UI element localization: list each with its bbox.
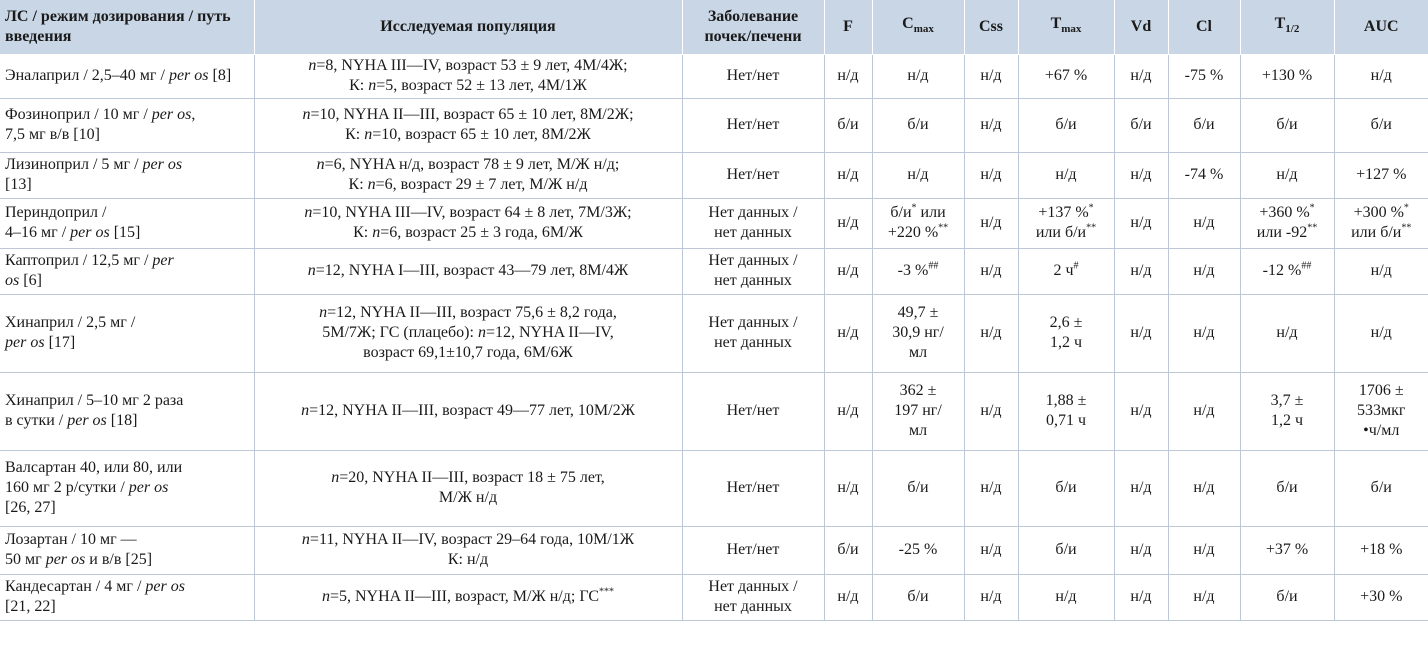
header-tmax-subscript: max xyxy=(1061,23,1082,36)
cell-disease: Нет данных / нет данных xyxy=(682,198,824,248)
cell-cl: б/и xyxy=(1168,98,1240,152)
cell-tmax: +67 % xyxy=(1018,54,1114,98)
cell-vd: н/д xyxy=(1114,248,1168,294)
cell-auc: б/и xyxy=(1334,450,1428,526)
cell-cmax: б/и xyxy=(872,450,964,526)
cell-drug: Хинаприл / 5–10 мг 2 раза в сутки / per os [18] xyxy=(0,372,254,450)
cell-cmax: 362 ± 197 нг/ мл xyxy=(872,372,964,450)
cell-cl: н/д xyxy=(1168,248,1240,294)
cell-disease: Нет/нет xyxy=(682,98,824,152)
cell-population: n=10, NYHA III—IV, возраст 64 ± 8 лет, 7М/3Ж; К: n=6, возраст 25 ± 3 года, 6М/Ж xyxy=(254,198,682,248)
cell-population: n=8, NYHA III—IV, возраст 53 ± 9 лет, 4М/4Ж; К: n=5, возраст 52 ± 13 лет, 4М/1Ж xyxy=(254,54,682,98)
cell-css: н/д xyxy=(964,450,1018,526)
cell-css: н/д xyxy=(964,526,1018,574)
table-row xyxy=(0,98,1428,152)
cell-tmax: н/д xyxy=(1018,574,1114,620)
header-vd: Vd xyxy=(1114,0,1168,54)
cell-population: n=20, NYHA II—III, возраст 18 ± 75 лет, М/Ж н/д xyxy=(254,450,682,526)
cell-cl: н/д xyxy=(1168,198,1240,248)
cell-vd: н/д xyxy=(1114,372,1168,450)
cell-drug: Каптоприл / 12,5 мг / per os [6] xyxy=(0,248,254,294)
cell-disease: Нет/нет xyxy=(682,372,824,450)
cell-tmax: 2,6 ± 1,2 ч xyxy=(1018,294,1114,372)
cell-cl: -75 % xyxy=(1168,54,1240,98)
cell-auc: н/д xyxy=(1334,248,1428,294)
cell-population: n=12, NYHA II—III, возраст 75,6 ± 8,2 года, 5М/7Ж; ГС (плацебо): n=12, NYHA II—IV, возраст 69,1±10,7 года, 6М/6Ж xyxy=(254,294,682,372)
cell-cmax: н/д xyxy=(872,152,964,198)
cell-thalf: б/и xyxy=(1240,450,1334,526)
cell-vd: н/д xyxy=(1114,54,1168,98)
cell-drug: Эналаприл / 2,5–40 мг / per os [8] xyxy=(0,54,254,98)
cell-cl: н/д xyxy=(1168,294,1240,372)
cell-vd: н/д xyxy=(1114,526,1168,574)
cell-thalf: +37 % xyxy=(1240,526,1334,574)
cell-disease: Нет/нет xyxy=(682,450,824,526)
cell-disease: Нет/нет xyxy=(682,152,824,198)
cell-population: n=11, NYHA II—IV, возраст 29–64 года, 10М/1Ж К: н/д xyxy=(254,526,682,574)
table-row xyxy=(0,450,1428,526)
cell-tmax: 1,88 ± 0,71 ч xyxy=(1018,372,1114,450)
cell-cmax: б/и xyxy=(872,98,964,152)
table-row xyxy=(0,198,1428,248)
cell-population: n=12, NYHA II—III, возраст 49—77 лет, 10М/2Ж xyxy=(254,372,682,450)
cell-css: н/д xyxy=(964,574,1018,620)
cell-f: н/д xyxy=(824,198,872,248)
cell-auc: н/д xyxy=(1334,54,1428,98)
cell-css: н/д xyxy=(964,152,1018,198)
header-tmax-label: T xyxy=(1050,15,1062,33)
cell-drug: Лизиноприл / 5 мг / per os [13] xyxy=(0,152,254,198)
cell-tmax: +137 %* или б/и** xyxy=(1018,198,1114,248)
cell-auc: +18 % xyxy=(1334,526,1428,574)
cell-tmax: б/и xyxy=(1018,450,1114,526)
cell-drug: Валсартан 40, или 80, или 160 мг 2 р/сутки / per os [26, 27] xyxy=(0,450,254,526)
cell-cmax: -3 %## xyxy=(872,248,964,294)
cell-disease: Нет данных / нет данных xyxy=(682,248,824,294)
cell-thalf: 3,7 ± 1,2 ч xyxy=(1240,372,1334,450)
cell-cmax: б/и* или +220 %** xyxy=(872,198,964,248)
cell-drug: Хинаприл / 2,5 мг / per os [17] xyxy=(0,294,254,372)
cell-tmax: 2 ч# xyxy=(1018,248,1114,294)
header-auc: AUC xyxy=(1334,0,1428,54)
cell-css: н/д xyxy=(964,198,1018,248)
cell-drug: Периндоприл / 4–16 мг / per os [15] xyxy=(0,198,254,248)
header-cmax xyxy=(872,0,964,54)
cell-cl: -74 % xyxy=(1168,152,1240,198)
cell-f: б/и xyxy=(824,526,872,574)
cell-vd: н/д xyxy=(1114,294,1168,372)
cell-auc: +127 % xyxy=(1334,152,1428,198)
cell-thalf: н/д xyxy=(1240,152,1334,198)
cell-cl: н/д xyxy=(1168,450,1240,526)
cell-vd: н/д xyxy=(1114,450,1168,526)
cell-f: н/д xyxy=(824,54,872,98)
cell-disease: Нет/нет xyxy=(682,54,824,98)
cell-cl: н/д xyxy=(1168,372,1240,450)
header-cmax-label: C xyxy=(902,15,914,33)
cell-drug: Фозиноприл / 10 мг / per os, 7,5 мг в/в [10] xyxy=(0,98,254,152)
header-thalf xyxy=(1240,0,1334,54)
header-f: F xyxy=(824,0,872,54)
cell-auc: +30 % xyxy=(1334,574,1428,620)
cell-population: n=10, NYHA II—III, возраст 65 ± 10 лет, 8М/2Ж; К: n=10, возраст 65 ± 10 лет, 8М/2Ж xyxy=(254,98,682,152)
header-drug: ЛС / режим дозирования / путь введения xyxy=(0,0,254,54)
header-cmax-subscript: max xyxy=(913,23,934,36)
header-tmax xyxy=(1018,0,1114,54)
cell-f: н/д xyxy=(824,294,872,372)
cell-disease: Нет данных / нет данных xyxy=(682,294,824,372)
cell-css: н/д xyxy=(964,54,1018,98)
cell-f: н/д xyxy=(824,248,872,294)
header-cl: Cl xyxy=(1168,0,1240,54)
cell-f: н/д xyxy=(824,574,872,620)
header-population: Исследуемая популяция xyxy=(254,0,682,54)
cell-thalf: н/д xyxy=(1240,294,1334,372)
cell-thalf: +360 %* или -92** xyxy=(1240,198,1334,248)
table-row xyxy=(0,54,1428,98)
cell-css: н/д xyxy=(964,372,1018,450)
cell-cl: н/д xyxy=(1168,574,1240,620)
cell-tmax: б/и xyxy=(1018,526,1114,574)
cell-f: н/д xyxy=(824,372,872,450)
cell-f: н/д xyxy=(824,450,872,526)
cell-css: н/д xyxy=(964,294,1018,372)
cell-disease: Нет данных / нет данных xyxy=(682,574,824,620)
cell-f: н/д xyxy=(824,152,872,198)
cell-css: н/д xyxy=(964,98,1018,152)
table-row xyxy=(0,294,1428,372)
table-row xyxy=(0,574,1428,620)
table-row xyxy=(0,526,1428,574)
cell-disease: Нет/нет xyxy=(682,526,824,574)
header-css: Css xyxy=(964,0,1018,54)
cell-drug: Кандесартан / 4 мг / per os [21, 22] xyxy=(0,574,254,620)
cell-auc: б/и xyxy=(1334,98,1428,152)
cell-cmax: б/и xyxy=(872,574,964,620)
cell-thalf: -12 %## xyxy=(1240,248,1334,294)
cell-tmax: б/и xyxy=(1018,98,1114,152)
cell-population: n=5, NYHA II—III, возраст, М/Ж н/д; ГС*** xyxy=(254,574,682,620)
table-row xyxy=(0,372,1428,450)
table-body xyxy=(0,54,1428,620)
cell-thalf: +130 % xyxy=(1240,54,1334,98)
cell-vd: н/д xyxy=(1114,198,1168,248)
cell-thalf: б/и xyxy=(1240,574,1334,620)
cell-drug: Лозартан / 10 мг — 50 мг per os и в/в [25] xyxy=(0,526,254,574)
cell-cmax: 49,7 ± 30,9 нг/ мл xyxy=(872,294,964,372)
cell-population: n=6, NYHA н/д, возраст 78 ± 9 лет, М/Ж н/д; К: n=6, возраст 29 ± 7 лет, М/Ж н/д xyxy=(254,152,682,198)
cell-population: n=12, NYHA I—III, возраст 43—79 лет, 8М/4Ж xyxy=(254,248,682,294)
table-row xyxy=(0,152,1428,198)
header-row xyxy=(0,0,1428,54)
cell-vd: н/д xyxy=(1114,152,1168,198)
cell-f: б/и xyxy=(824,98,872,152)
cell-css: н/д xyxy=(964,248,1018,294)
cell-cl: н/д xyxy=(1168,526,1240,574)
header-thalf-subscript: 1/2 xyxy=(1285,23,1300,36)
cell-auc: н/д xyxy=(1334,294,1428,372)
cell-cmax: -25 % xyxy=(872,526,964,574)
cell-auc: 1706 ± 533мкг •ч/мл xyxy=(1334,372,1428,450)
table-row xyxy=(0,248,1428,294)
cell-vd: б/и xyxy=(1114,98,1168,152)
header-thalf-label: T xyxy=(1274,15,1286,33)
cell-tmax: н/д xyxy=(1018,152,1114,198)
cell-vd: н/д xyxy=(1114,574,1168,620)
cell-auc: +300 %* или б/и** xyxy=(1334,198,1428,248)
cell-thalf: б/и xyxy=(1240,98,1334,152)
cell-cmax: н/д xyxy=(872,54,964,98)
header-disease: Заболевание почек/печени xyxy=(682,0,824,54)
